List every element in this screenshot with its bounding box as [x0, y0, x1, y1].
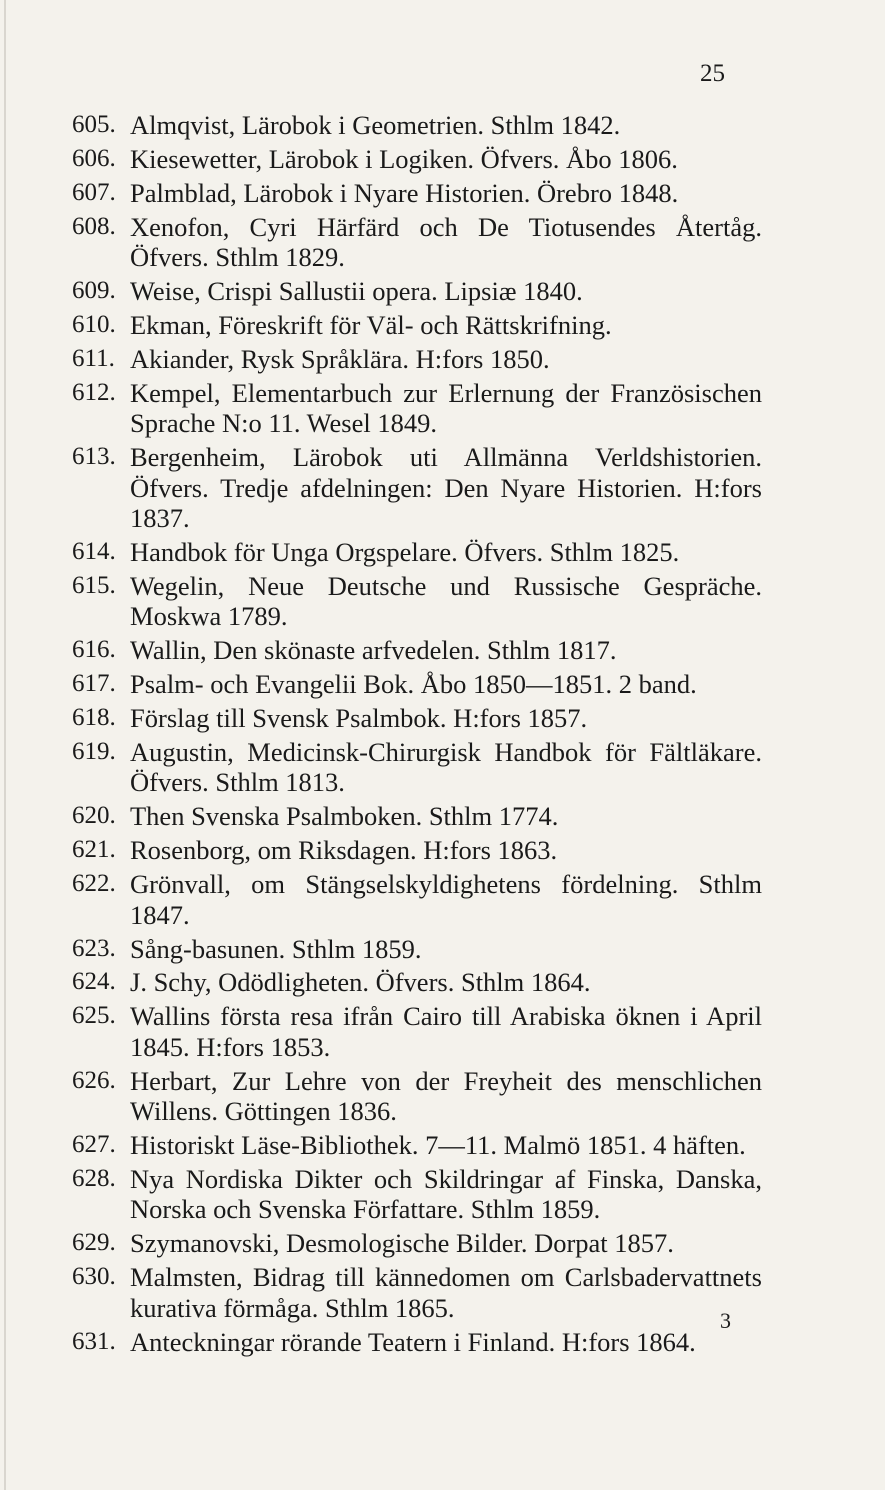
catalog-entry — [72, 1164, 762, 1225]
catalog-entry — [72, 144, 762, 175]
entry-number: 628. — [72, 1164, 116, 1192]
entry-number: 627. — [72, 1131, 116, 1159]
entry-text: Almqvist, Lärobok i Geometrien. Sthlm 1842. — [130, 110, 621, 140]
entry-number: 625. — [72, 1002, 116, 1030]
catalog-entry — [72, 1228, 762, 1259]
signature-mark: 3 — [720, 1308, 731, 1333]
catalog-entry — [72, 212, 762, 273]
entry-number: 607. — [72, 178, 116, 206]
catalog-entry — [72, 835, 762, 866]
entry-number: 612. — [72, 378, 116, 406]
catalog-entry — [72, 703, 762, 734]
entry-text: Kempel, Elementarbuch zur Erlernung der Französischen Sprache N:o 11. Wesel 1849. — [130, 377, 762, 439]
entry-text: Weise, Crispi Sallustii opera. Lipsiæ 1840. — [130, 276, 583, 307]
entry-number: 623. — [72, 934, 116, 962]
entry-number: 615. — [72, 571, 116, 599]
entry-text: Augustin, Medicinsk-Chirurgisk Handbok för Fältläkare. Öfvers. Sthlm 1813. — [130, 736, 762, 798]
entry-text: Ekman, Föreskrift för Väl- och Rättskrifning. — [130, 309, 612, 340]
catalog-entry — [72, 442, 762, 534]
entry-text: J. Schy, Odödligheten. Öfvers. Sthlm 1864. — [130, 967, 591, 998]
entry-number: 611. — [72, 344, 115, 372]
entry-number: 614. — [72, 538, 116, 566]
catalog-entry — [72, 801, 762, 832]
entry-number: 609. — [72, 277, 116, 305]
catalog-entry — [72, 378, 762, 439]
entry-number: 622. — [72, 870, 116, 898]
entry-number: 605. — [72, 111, 116, 138]
entry-number: 630. — [72, 1263, 116, 1291]
catalog-entry — [72, 310, 762, 341]
catalog-entry-list — [72, 110, 762, 1361]
entry-text: Akiander, Rysk Språklära. H:fors 1850. — [130, 343, 550, 374]
catalog-entry — [72, 178, 762, 209]
entry-number: 631. — [72, 1327, 116, 1355]
entry-text: Then Svenska Psalmboken. Sthlm 1774. — [130, 801, 559, 832]
entry-text: Nya Nordiska Dikter och Skildringar af Finska, Danska, Norska och Svenska Författare. Sthlm 1859. — [130, 1163, 762, 1225]
entry-text: Grönvall, om Stängselskyldighetens fördelning. Sthlm 1847. — [130, 869, 762, 930]
entry-number: 617. — [72, 670, 116, 698]
entry-text: Herbart, Zur Lehre von der Freyheit des menschlichen Willens. Göttingen 1836. — [130, 1065, 762, 1127]
entry-text: Wegelin, Neue Deutsche und Russische Gespräche. Moskwa 1789. — [130, 570, 762, 632]
catalog-entry — [72, 110, 762, 141]
entry-number: 621. — [72, 836, 116, 864]
entry-number: 616. — [72, 636, 116, 664]
entry-text: Psalm- och Evangelii Bok. Åbo 1850—1851. 2 band. — [130, 669, 697, 700]
entry-text: Sång-basunen. Sthlm 1859. — [130, 933, 422, 964]
entry-number: 613. — [72, 443, 116, 471]
entry-number: 619. — [72, 737, 116, 765]
catalog-entry — [72, 1130, 762, 1161]
entry-text: Handbok för Unga Orgspelare. Öfvers. Sthlm 1825. — [130, 537, 680, 568]
entry-number: 610. — [72, 310, 116, 338]
catalog-entry — [72, 571, 762, 632]
entry-text: Palmblad, Lärobok i Nyare Historien. Örebro 1848. — [130, 177, 679, 208]
entry-text: Wallin, Den skönaste arfvedelen. Sthlm 1817. — [130, 635, 617, 666]
catalog-entry — [72, 869, 762, 930]
catalog-entry — [72, 1327, 762, 1358]
entry-number: 629. — [72, 1229, 116, 1257]
catalog-entry — [72, 537, 762, 568]
entry-text: Rosenborg, om Riksdagen. H:fors 1863. — [130, 835, 558, 866]
page-edge-line — [4, 0, 6, 1490]
page-number: 25 — [700, 60, 725, 87]
entry-text: Xenofon, Cyri Härfärd och De Tiotusendes Återtåg. Öfvers. Sthlm 1829. — [130, 211, 762, 273]
entry-number: 606. — [72, 144, 116, 172]
catalog-entry — [72, 669, 762, 700]
catalog-entry — [72, 344, 762, 375]
entry-number: 608. — [72, 212, 116, 240]
entry-text: Förslag till Svensk Psalmbok. H:fors 1857. — [130, 703, 588, 734]
catalog-entry — [72, 934, 762, 965]
entry-text: Wallins första resa ifrån Cairo till Arabiska öknen i April 1845. H:fors 1853. — [130, 1001, 762, 1062]
entry-number: 624. — [72, 968, 116, 996]
catalog-entry — [72, 737, 762, 798]
catalog-entry — [72, 276, 762, 307]
entry-text: Bergenheim, Lärobok uti Allmänna Verldshistorien. Öfvers. Tredje afdelningen: Den Nyare Historien. H:fors 1837. — [130, 442, 762, 534]
catalog-entry — [72, 967, 762, 998]
entry-number: 620. — [72, 802, 116, 830]
catalog-entry — [72, 1001, 762, 1062]
catalog-entry — [72, 1262, 762, 1323]
entry-number: 618. — [72, 704, 116, 732]
catalog-entry — [72, 635, 762, 666]
catalog-entry — [72, 1066, 762, 1127]
entry-text: Anteckningar rörande Teatern i Finland. H:fors 1864. — [130, 1326, 696, 1357]
entry-text: Kiesewetter, Lärobok i Logiken. Öfvers. Åbo 1806. — [130, 143, 678, 174]
entry-text: Historiskt Läse-Bibliothek. 7—11. Malmö 1851. 4 häften. — [130, 1130, 746, 1161]
entry-text: Szymanovski, Desmologische Bilder. Dorpat 1857. — [130, 1228, 674, 1259]
entry-text: Malmsten, Bidrag till kännedomen om Carlsbadervattnets kurativa förmåga. Sthlm 1865. — [130, 1262, 762, 1323]
entry-number: 626. — [72, 1066, 116, 1094]
